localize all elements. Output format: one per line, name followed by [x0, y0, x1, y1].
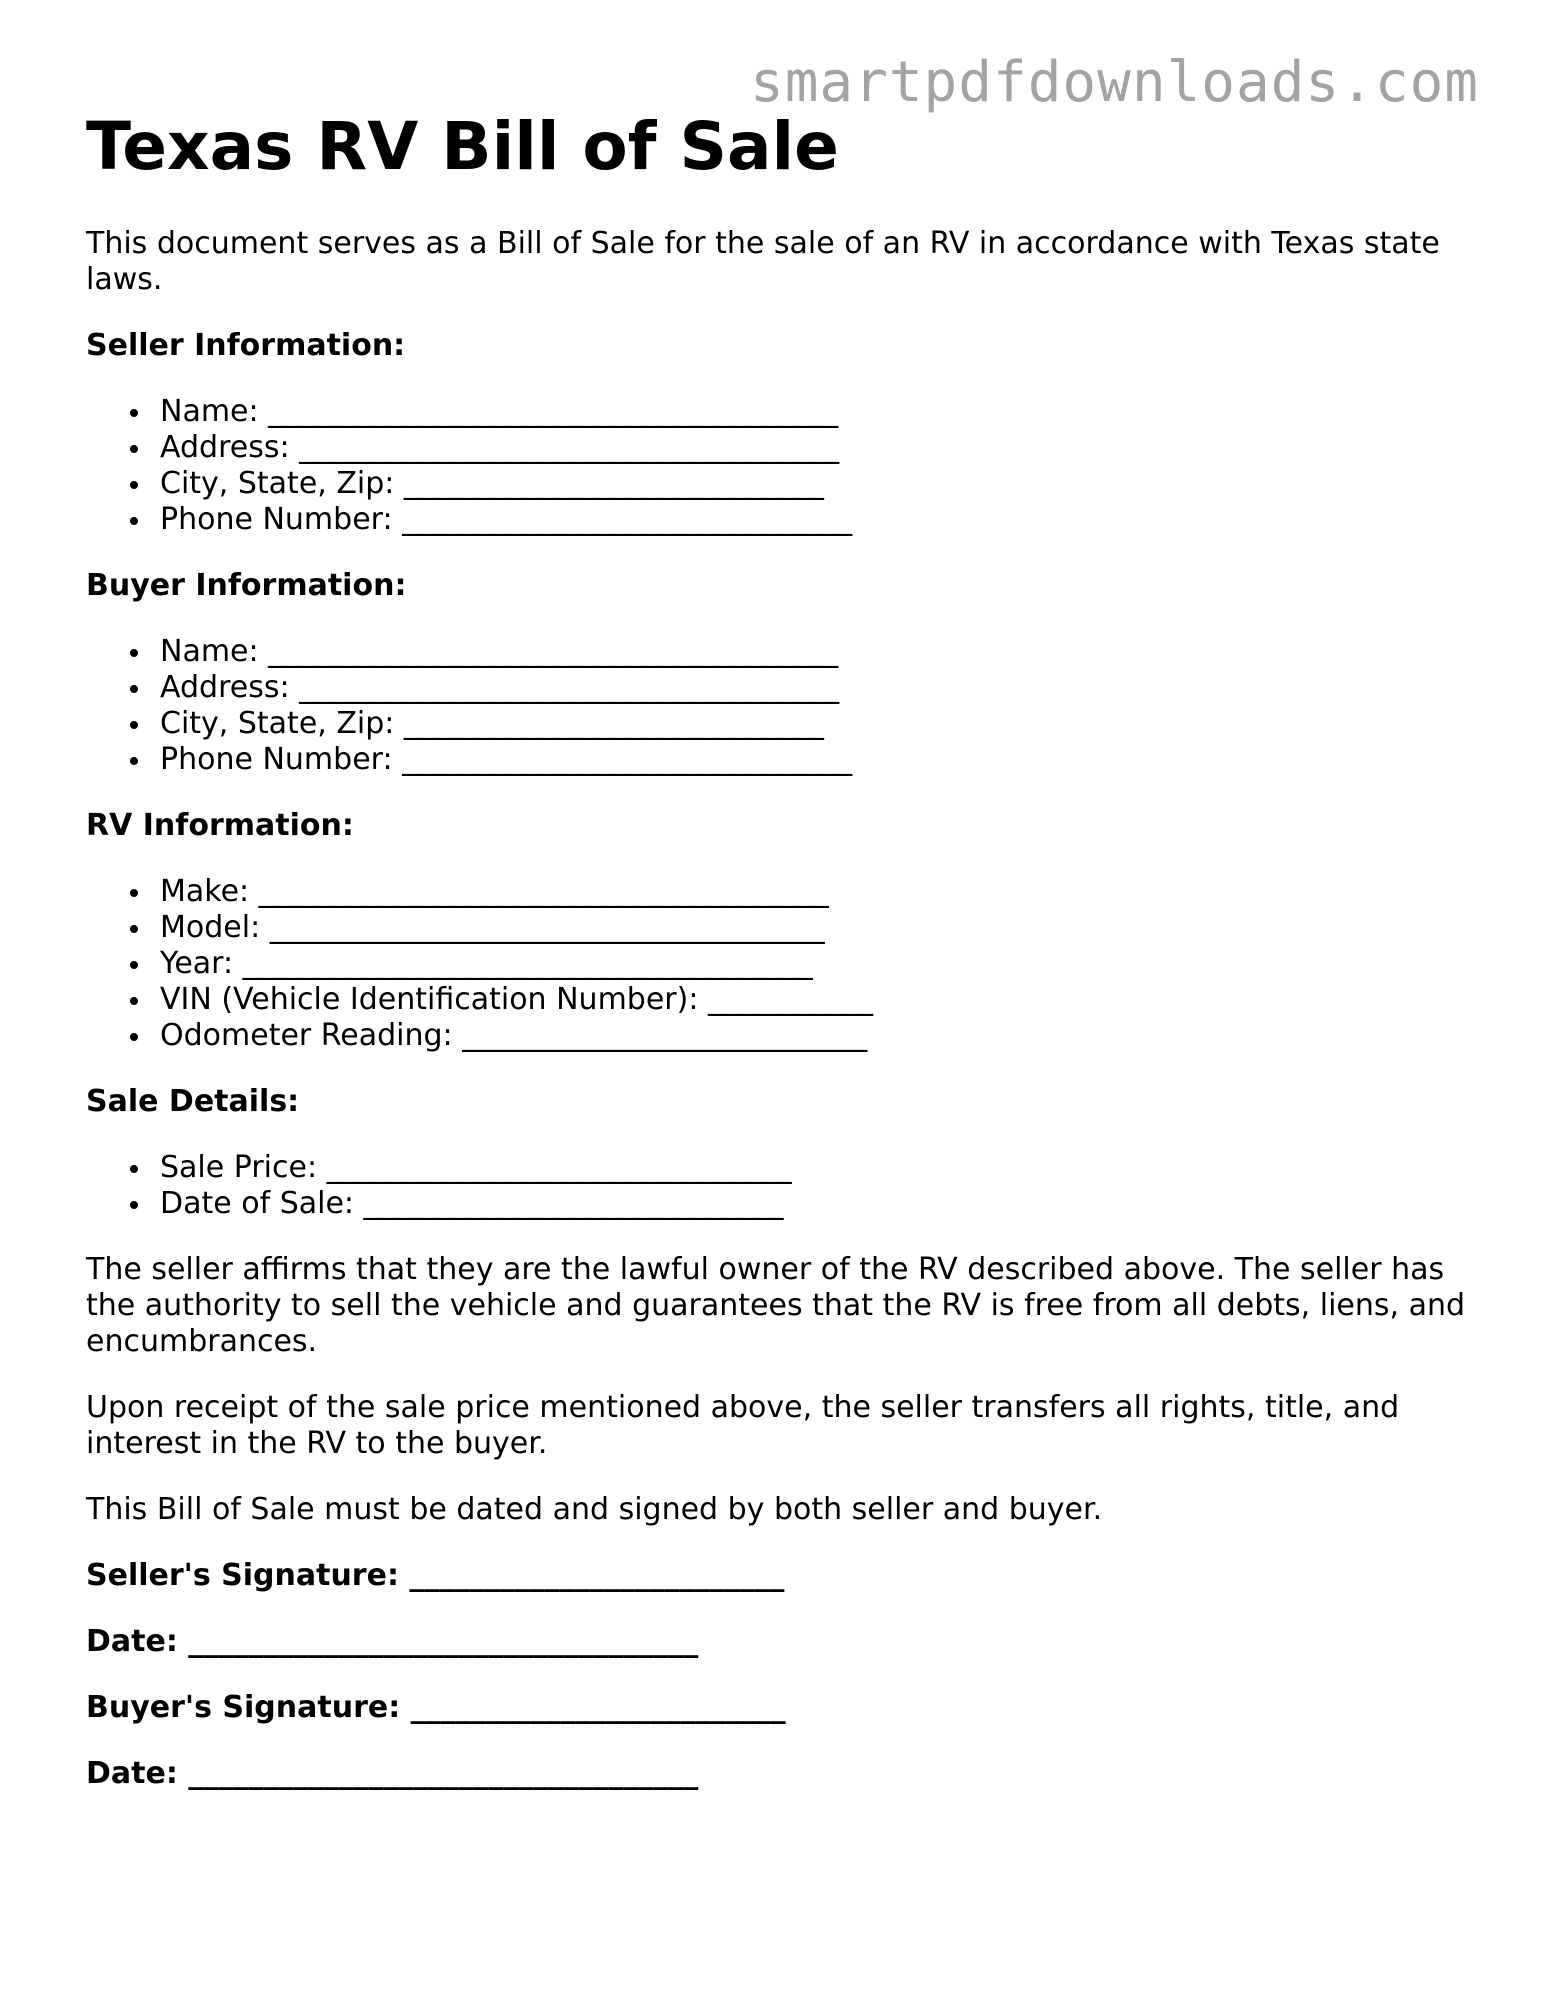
rv-list [86, 874, 1476, 1054]
seller-phone-field[interactable]: Phone Number: ______________________________ [160, 502, 1476, 538]
buyer-address-field[interactable]: Address: ____________________________________ [160, 670, 1476, 706]
buyer-name-field[interactable]: Name: ______________________________________ [160, 634, 1476, 670]
sale-date-field[interactable]: Date of Sale: ____________________________ [160, 1186, 1476, 1222]
rv-vin-field[interactable]: VIN (Vehicle Identification Number): ___________ [160, 982, 1476, 1018]
buyer-list [86, 634, 1476, 778]
buyer-signature-field[interactable]: Buyer's Signature: _________________________ [86, 1690, 786, 1725]
sale-price-field[interactable]: Sale Price: _______________________________ [160, 1150, 1476, 1186]
seller-heading: Seller Information: [86, 328, 406, 363]
rv-odometer-field[interactable]: Odometer Reading: ___________________________ [160, 1018, 1476, 1054]
page-title: Texas RV Bill of Sale [86, 108, 839, 185]
seller-list [86, 394, 1476, 538]
buyer-date-field[interactable]: Date: __________________________________ [86, 1756, 699, 1791]
buyer-phone-field[interactable]: Phone Number: ______________________________ [160, 742, 1476, 778]
sale-list [86, 1150, 1476, 1222]
rv-model-field[interactable]: Model: _____________________________________ [160, 910, 1476, 946]
seller-date-field[interactable]: Date: __________________________________ [86, 1624, 699, 1659]
sale-heading: Sale Details: [86, 1084, 300, 1119]
rv-make-field[interactable]: Make: ______________________________________ [160, 874, 1476, 910]
seller-signature-field[interactable]: Seller's Signature: _________________________ [86, 1558, 785, 1593]
ownership-paragraph: The seller affirms that they are the lawful owner of the RV described above. The seller has the authority to sell the vehicle and guarantees that the RV is free from all debts, liens, and encumbrances. [86, 1252, 1466, 1359]
signing-paragraph: This Bill of Sale must be dated and signed by both seller and buyer. [86, 1492, 1103, 1527]
intro-paragraph: This document serves as a Bill of Sale for the sale of an RV in accordance with Texas state laws. [86, 226, 1440, 297]
seller-city-state-zip-field[interactable]: City, State, Zip: ____________________________ [160, 466, 1476, 502]
buyer-heading: Buyer Information: [86, 568, 407, 603]
rv-year-field[interactable]: Year: ______________________________________ [160, 946, 1476, 982]
document-page [86, 108, 1476, 1792]
rv-heading: RV Information: [86, 808, 354, 843]
transfer-paragraph: Upon receipt of the sale price mentioned above, the seller transfers all rights, title, and interest in the RV to the buyer. [86, 1390, 1400, 1461]
buyer-city-state-zip-field[interactable]: City, State, Zip: ____________________________ [160, 706, 1476, 742]
seller-address-field[interactable]: Address: ____________________________________ [160, 430, 1476, 466]
watermark: smartpdfdownloads.com [749, 50, 1479, 115]
seller-name-field[interactable]: Name: ______________________________________ [160, 394, 1476, 430]
